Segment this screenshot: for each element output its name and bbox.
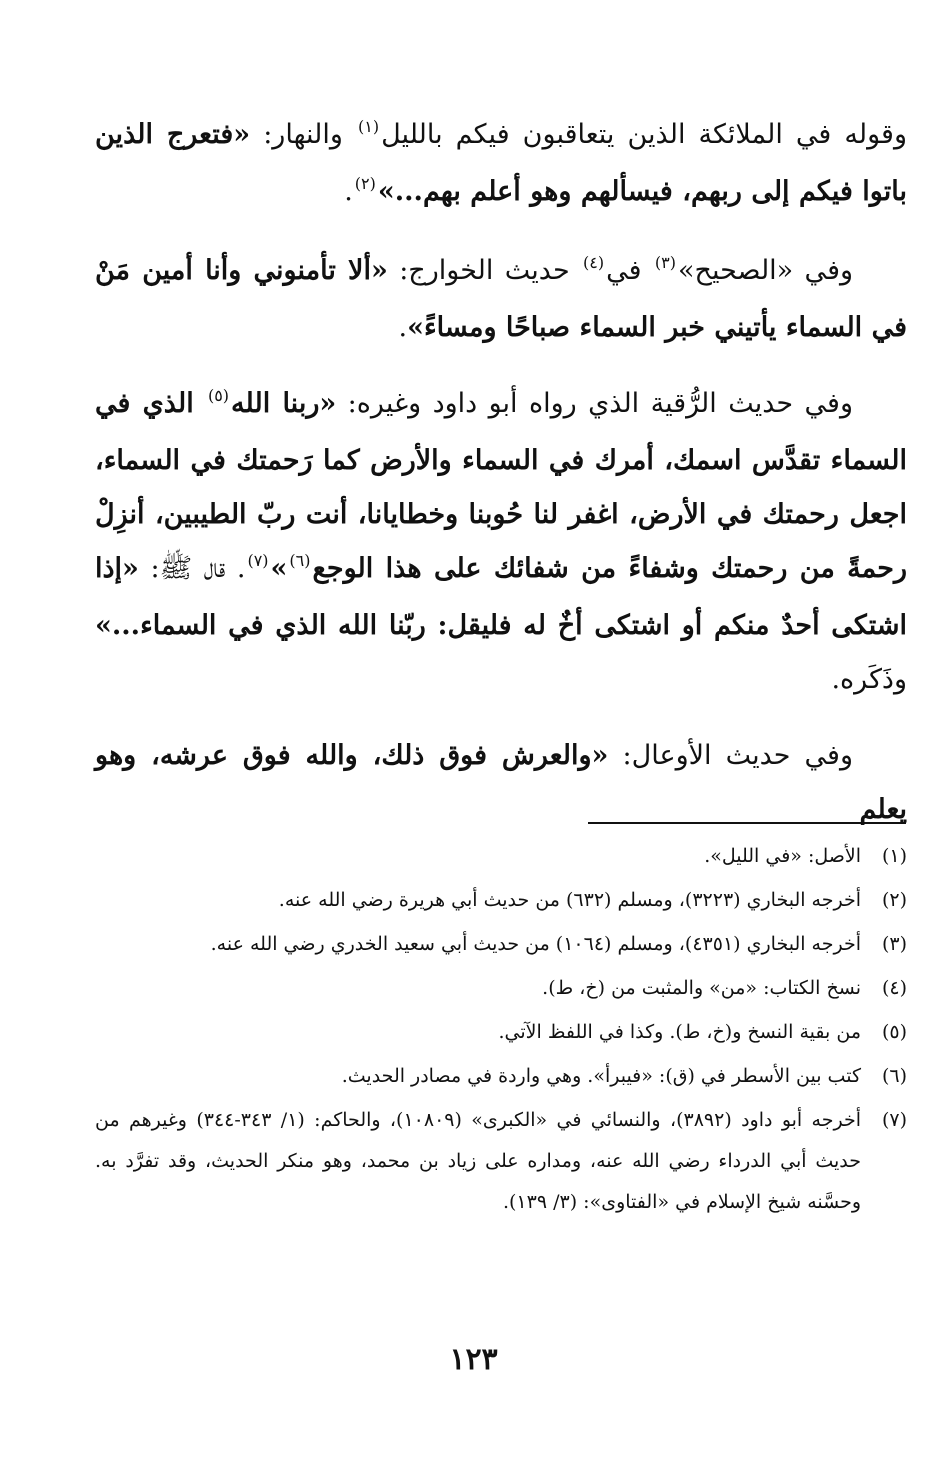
footnote-number: (١) (881, 845, 907, 867)
text-segment: حديث الخوارج: (387, 255, 582, 286)
footnote-5 (95, 1012, 907, 1053)
footnote-divider (588, 822, 906, 824)
text-segment: . (344, 176, 353, 207)
footnote-7 (95, 1100, 907, 1223)
footnote-text: أخرجه أبو داود (٣٨٩٢)، والنسائي في «الكبرى» (١٠٨٠٩)، والحاكم: (١/ ٣٤٣-٣٤٤) وغيرهم من حديث أبي الدرداء رضي الله عنه، ومداره على زياد بن محمد، وهو منكر الحديث، وقد تفرَّد به. وحسَّنه شيخ الإسلام في «الفتاوى»: (٣/ ١٣٩). (95, 1109, 861, 1213)
footnote-marker: (٤) (583, 253, 605, 272)
hadith-quote: «إذا اشتكى أحدٌ منكم أو اشتكى أخٌ له فليقل: ربّنا الله الذي في السماء...» (95, 553, 907, 641)
footnote-number: (٥) (881, 1021, 907, 1043)
hadith-quote: «فتعرج الذين باتوا فيكم إلى ربهم، فيسألهم وهو أعلم بهم...» (95, 119, 907, 207)
hadith-quote: «والعرش فوق ذلك، والله فوق عرشه، وهو يعلم (95, 740, 907, 825)
text-segment: . قال ﷺ: (138, 553, 246, 584)
text-segment: وفي حديث الرُّقية الذي رواه أبو داود وغيره: (336, 388, 853, 419)
footnote-6 (95, 1056, 907, 1097)
paragraph-1 (95, 108, 907, 222)
footnote-marker: (٣) (654, 253, 676, 272)
footnote-marker: (٢) (354, 174, 376, 193)
footnote-number: (٢) (881, 889, 907, 911)
footnote-marker: (٥) (207, 386, 230, 405)
footnote-text: أخرجه البخاري (٤٣٥١)، ومسلم (١٠٦٤) من حديث أبي سعيد الخدري رضي الله عنه. (210, 933, 861, 955)
footnote-text: من بقية النسخ و(خ، ط). وكذا في اللفظ الآتي. (498, 1021, 861, 1043)
hadith-quote: «ربنا الله (231, 388, 337, 419)
footnotes (95, 836, 907, 1226)
footnote-number: (٣) (881, 933, 907, 955)
footnote-2 (95, 880, 907, 921)
text-segment: والنهار: (250, 119, 356, 150)
footnote-text: الأصل: «في الليل». (704, 845, 861, 867)
footnote-4 (95, 968, 907, 1009)
footnote-marker: (١) (358, 117, 380, 136)
footnote-1 (95, 836, 907, 877)
hadith-quote: » (270, 553, 288, 584)
footnote-text: نسخ الكتاب: «من» والمثبت من (خ، ط). (542, 977, 861, 999)
hadith-quote: الذي في السماء تقدَّس اسمك، أمرك في السماء والأرض كما رَحمتك في السماء، اجعل رحمتك في الأرض، اغفر لنا حُوبنا وخطايانا، أنت ربّ الطيبين، أنزِلْ رحمةً من رحمتك وشفاءً من شفائك على هذا الوجع (95, 388, 908, 584)
hadith-quote: «ألا تأمنوني وأنا أمين مَنْ في السماء يأتيني خبر السماء صباحًا ومساءً» (95, 255, 907, 343)
footnote-number: (٦) (881, 1065, 907, 1087)
footnote-text: أخرجه البخاري (٣٢٢٣)، ومسلم (٦٣٢) من حديث أبي هريرة رضي الله عنه. (278, 889, 861, 911)
footnote-number: (٤) (881, 977, 907, 999)
footnote-3 (95, 924, 907, 965)
paragraph-4 (95, 729, 907, 837)
footnote-marker: (٧) (247, 551, 269, 570)
page-number: ١٢٣ (449, 1342, 498, 1377)
text-segment: وقوله في الملائكة الذين يتعاقبون فيكم بالليل (381, 119, 907, 150)
main-text (95, 108, 907, 859)
text-segment: وفي حديث الأوعال: (608, 740, 853, 771)
text-segment: . (398, 312, 408, 343)
text-segment: في (606, 255, 653, 286)
footnote-text: كتب بين الأسطر في (ق): «فيبرأ». وهي واردة في مصادر الحديث. (341, 1065, 861, 1087)
paragraph-3 (95, 377, 907, 707)
text-segment: وذَكَره. (831, 664, 907, 695)
footnote-marker: (٦) (289, 551, 311, 570)
footnote-number: (٧) (881, 1109, 907, 1131)
paragraph-2 (95, 244, 907, 355)
text-segment: وفي «الصحيح» (678, 255, 854, 286)
